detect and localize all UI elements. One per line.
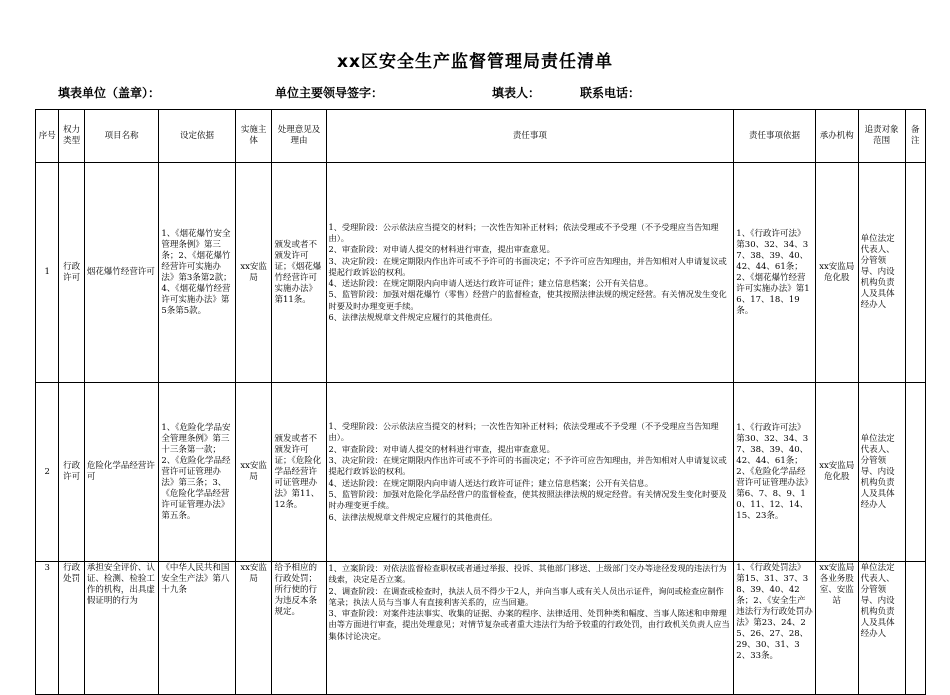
cell-scope: 单位法定代表人、分管领导、内设机构负责人及具体经办人 xyxy=(858,383,905,562)
header-note: 备注 xyxy=(905,110,925,163)
table-row xyxy=(36,383,926,562)
cell-resp xyxy=(326,562,734,695)
cell-resp xyxy=(326,383,734,562)
cell-opinion: 给予相应的行政处罚；所行使的行为违反本条规定。 xyxy=(272,562,326,695)
cell-org: xx安监局各业务股室、安监站 xyxy=(815,562,858,695)
cell-type: 行政许可 xyxy=(59,383,84,562)
table-header-row xyxy=(36,110,926,163)
resp-line: 1、受理阶段：公示依法应当提交的材料；一次性告知补正材料；依法受理或不予受理（不予受理应当告知理由）。 xyxy=(328,221,719,243)
cell-subject: xx安监局 xyxy=(235,383,272,562)
resp-line: 2、审查阶段：对申请人提交的材料进行审查，提出审查意见。 xyxy=(328,443,555,454)
fill-unit-label: 填表单位（盖章）： xyxy=(58,86,161,100)
cell-scope: 单位法定代表人、分管领导、内设机构负责人及具体经办人 xyxy=(858,163,905,383)
cell-opinion: 颁发或者不颁发许可证；《危险化学品经营许可证管理办法》第11、12条。 xyxy=(272,383,326,562)
cell-resp-basis: 1、《行政许可法》第30、32、34、37、38、39、40、42、44、61条；2、《烟花爆竹经营许可实施办法》第16、17、18、19条。 xyxy=(734,163,816,383)
cell-resp-basis: 1、《行政处罚法》第15、31、37、38、39、40、42条；2、《安全生产违法行为行政处罚办法》第23、24、25、26、27、28、29、30、31、32、33条。 xyxy=(734,562,816,695)
cell-basis: 《中华人民共和国安全生产法》第八十九条 xyxy=(159,562,235,695)
cell-scope: 单位法定代表人、分管领导、内设机构负责人及具体经办人 xyxy=(858,562,905,695)
page-title: xx区安全生产监督管理局责任清单 xyxy=(337,52,613,72)
resp-line: 3、审查阶段：对案件违法事实、收集的证据、办案的程序、法律适用、处罚种类和幅度、当事人陈述和申辩理由等方面进行审查，提出处理意见；对情节复杂或者重大违法行为给予较重的行政处罚，由行政机关负责人应当集体讨论决定。 xyxy=(328,608,730,641)
cell-type: 行政处罚 xyxy=(59,562,84,695)
cell-note xyxy=(905,562,925,695)
cell-subject: xx安监局 xyxy=(235,562,272,695)
cell-name: 承担安全评价、认证、检测、检验工作的机构，出具虚假证明的行为 xyxy=(84,562,158,695)
cell-org: xx安监局危化股 xyxy=(815,163,858,383)
cell-seq: 1 xyxy=(36,163,59,383)
header-seq: 序号 xyxy=(36,110,59,163)
resp-line: 4、送达阶段：在规定期限内向申请人送达行政许可证件；建立信息档案；公开有关信息。 xyxy=(328,477,654,488)
header-resp-basis: 责任事项依据 xyxy=(734,110,816,163)
resp-line: 1、立案阶段：对依法监督检查职权或者通过举报、投诉、其他部门移送、上级部门交办等途径发现的违法行为线索，决定是否立案。 xyxy=(328,563,727,585)
cell-resp xyxy=(326,163,734,383)
cell-name: 烟花爆竹经营许可 xyxy=(84,163,158,383)
header-org: 承办机构 xyxy=(815,110,858,163)
resp-line: 2、审查阶段：对申请人提交的材料进行审查，提出审查意见。 xyxy=(328,244,555,255)
header-resp: 责任事项 xyxy=(326,110,734,163)
header-basis: 设定依据 xyxy=(159,110,235,163)
cell-note xyxy=(905,383,925,562)
resp-line: 5、监管阶段：加强对烟花爆竹（零售）经营户的监督检查，使其按照法律法规的规定经营。有关情况发生变化时要及时办理变更手续。 xyxy=(328,289,727,311)
resp-line: 6、法律法规规章文件规定应履行的其他责任。 xyxy=(328,511,498,522)
resp-line: 5、监管阶段：加强对危险化学品经营户的监督检查，使其按照法律法规的规定经营。有关情况发生变化时要及时办理变更手续。 xyxy=(328,488,727,511)
resp-line: 2、调查阶段：在调查或检查时，执法人员不得少于2人，并向当事人或有关人员出示证件，询问或检查应制作笔录；执法人员与当事人有直接利害关系的，应当回避。 xyxy=(328,585,724,607)
cell-type: 行政许可 xyxy=(59,163,84,383)
filler-label: 填表人： xyxy=(492,86,541,100)
cell-basis: 1、《危险化学品安全管理条例》第三十三条第一款；2、《危险化学品经营许可证管理办法》第三条；3、《危险化学品经营许可证管理办法》第五条。 xyxy=(159,383,235,562)
resp-line: 6、法律法规规章文件规定应履行的其他责任。 xyxy=(328,312,498,323)
resp-line: 4、送达阶段：在规定期限内向申请人送达行政许可证件；建立信息档案；公开有关信息。 xyxy=(328,278,654,289)
table-row xyxy=(36,163,926,383)
cell-note xyxy=(905,163,925,383)
header-type: 权力类型 xyxy=(59,110,84,163)
cell-subject: xx安监局 xyxy=(235,163,272,383)
cell-basis: 1、《烟花爆竹安全管理条例》第三条；2、《烟花爆竹经营许可实施办法》第3条第2款；4、《烟花爆竹经营许可实施办法》第5条第5款。 xyxy=(159,163,235,383)
header-scope: 追责对象范围 xyxy=(858,110,905,163)
leader-signature-label: 单位主要领导签字： xyxy=(275,86,384,100)
phone-label: 联系电话： xyxy=(580,86,641,100)
cell-name: 危险化学品经营许可 xyxy=(84,383,158,562)
header-name: 项目名称 xyxy=(84,110,158,163)
header-opinion: 处理意见及理由 xyxy=(272,110,326,163)
cell-org: xx安监局危化股 xyxy=(815,383,858,562)
cell-seq: 2 xyxy=(36,383,59,562)
table-row xyxy=(36,562,926,695)
cell-resp-basis: 1、《行政许可法》第30、32、34、37、38、39、40、42、44、61条；2、《危险化学品经营许可证管理办法》第6、7、8、9、10、11、12、14、15、23条。 xyxy=(734,383,816,562)
responsibility-table xyxy=(35,109,926,695)
resp-line: 3、决定阶段：在规定期限内作出许可或不予许可的书面决定；不予许可应告知理由，并告知相对人申请复议或提起行政诉讼的权利。 xyxy=(328,455,727,477)
resp-line: 3、决定阶段：在规定期限内作出许可或不予许可的书面决定；不予许可应告知理由，并告知相对人申请复议或提起行政诉讼的权利。 xyxy=(328,255,727,277)
resp-line: 1、受理阶段：公示依法应当提交的材料；一次性告知补正材料；依法受理或不予受理（不予受理应当告知理由）。 xyxy=(328,421,719,443)
header-subject: 实施主体 xyxy=(235,110,272,163)
cell-opinion: 颁发或者不颁发许可证；《烟花爆竹经营许可实施办法》第11条。 xyxy=(272,163,326,383)
cell-seq: 3 xyxy=(36,562,59,695)
